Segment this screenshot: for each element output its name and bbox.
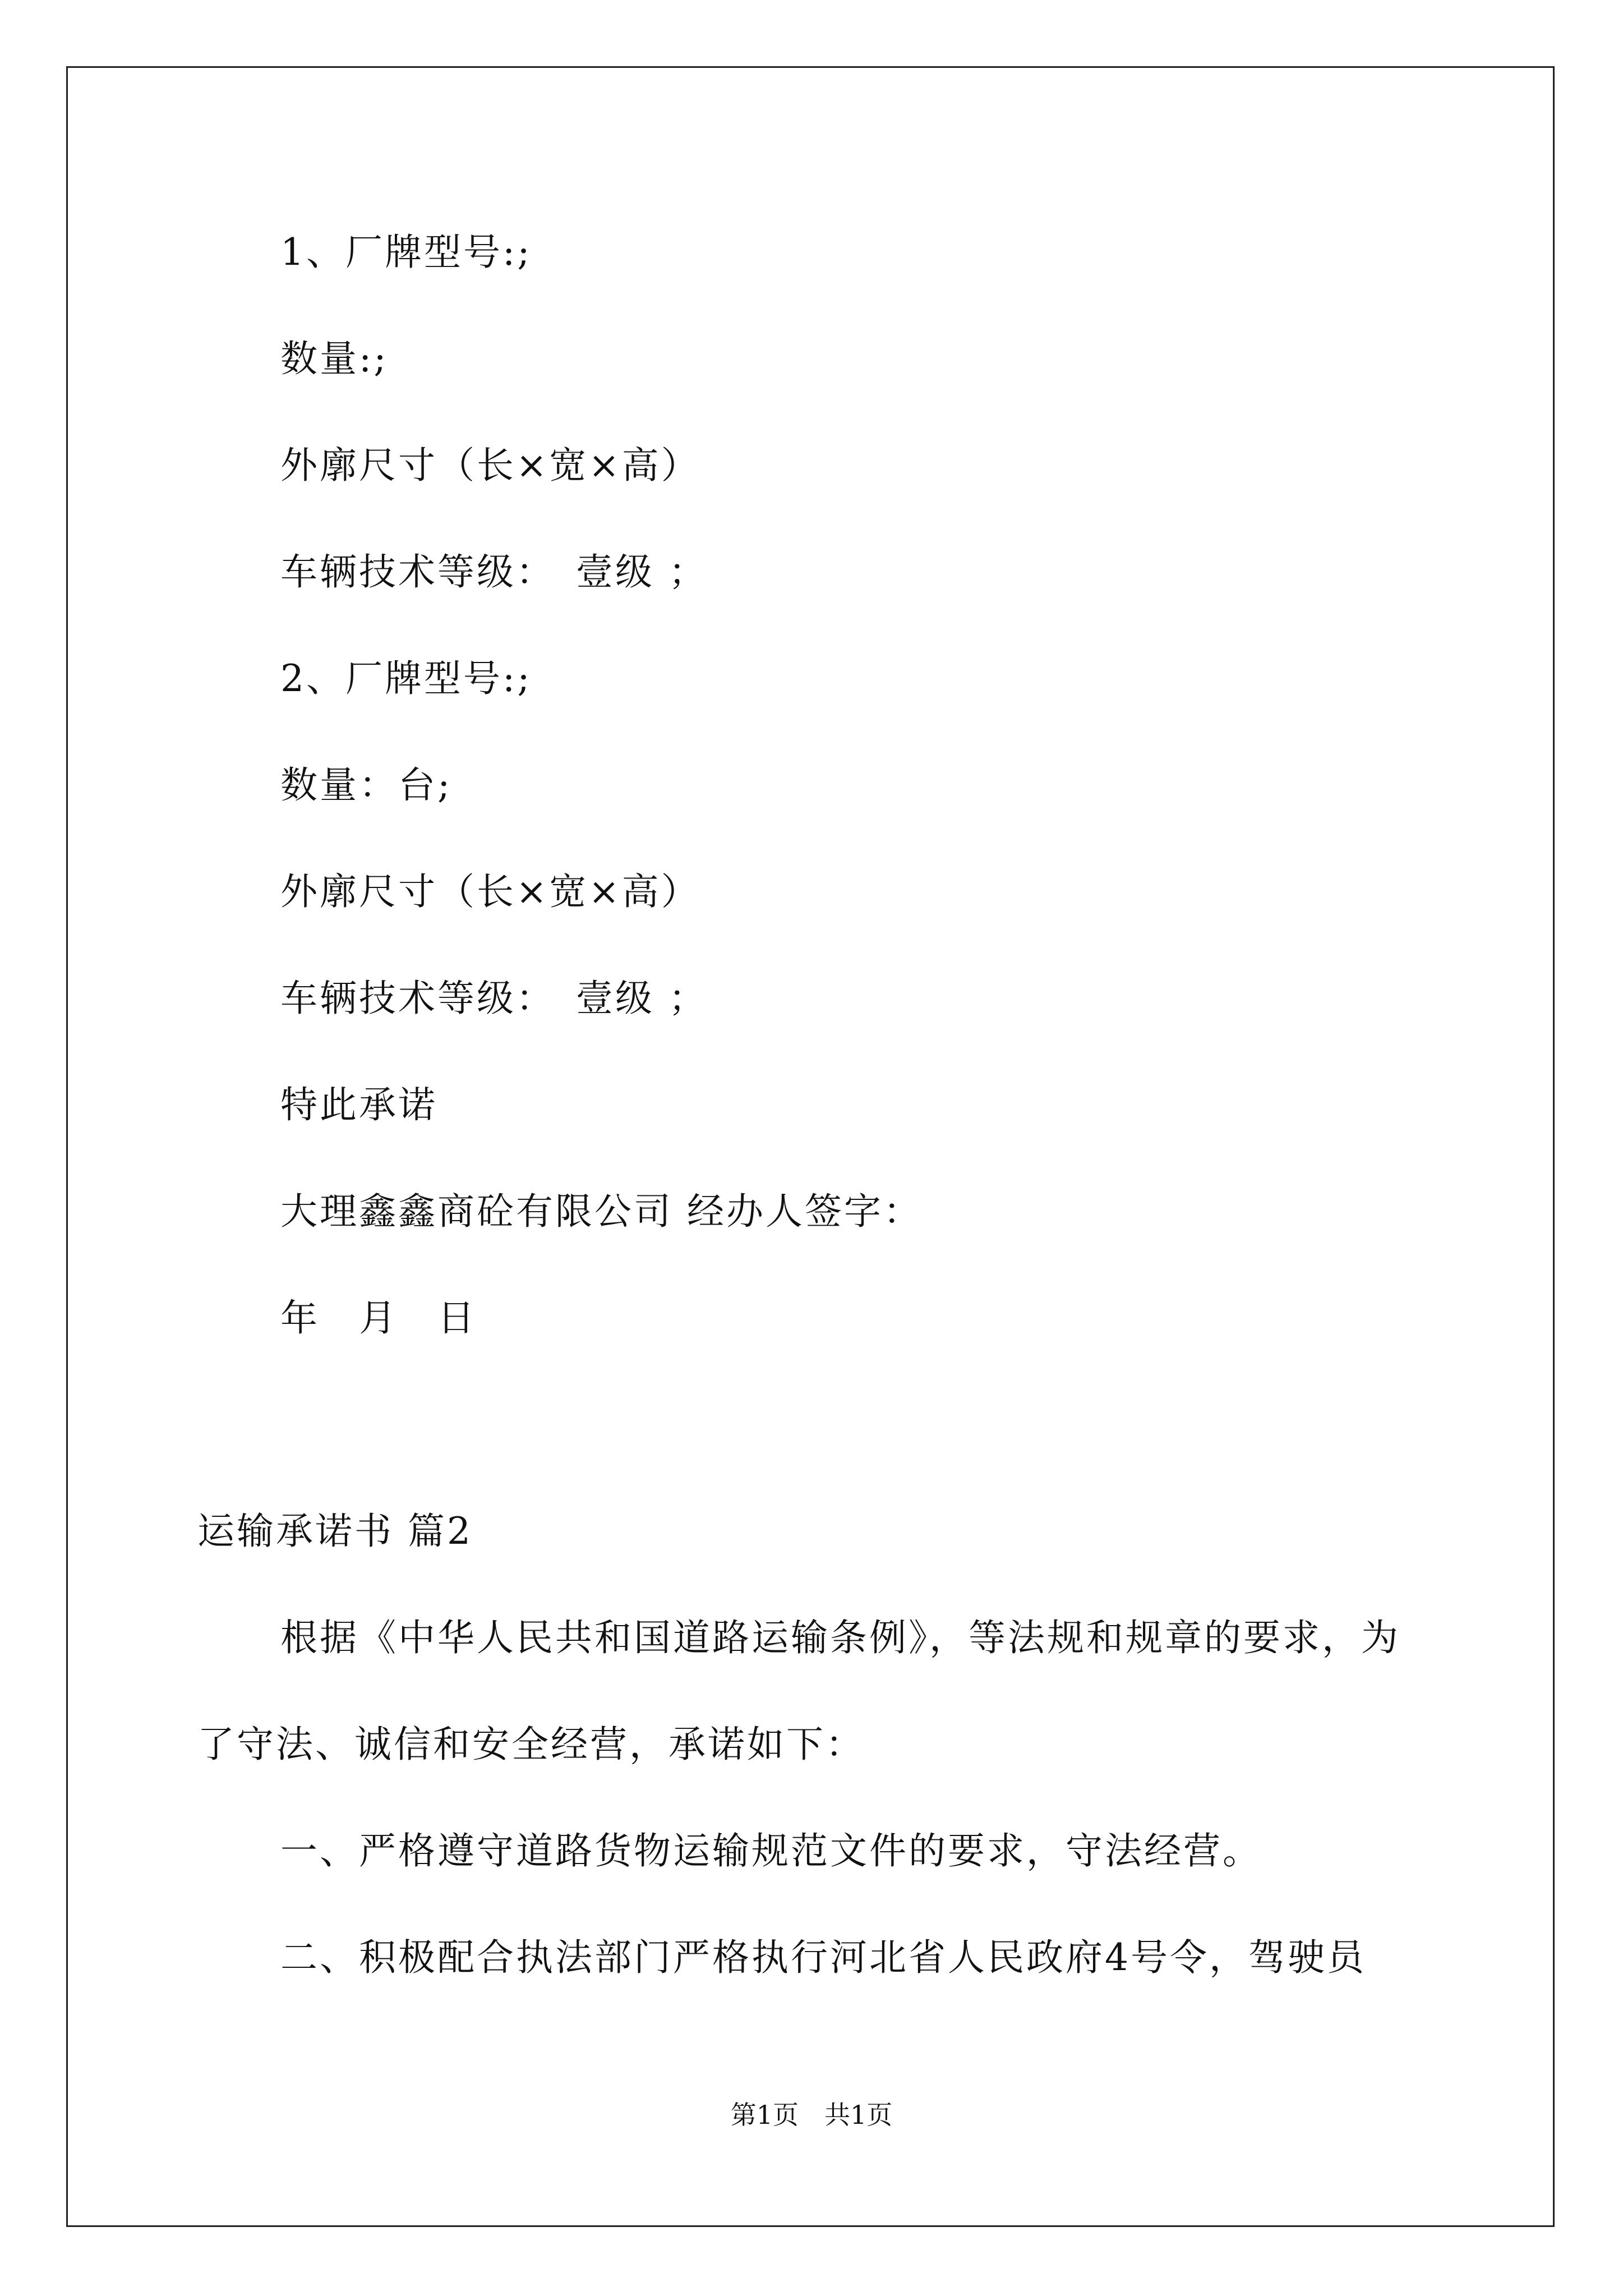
text-line: 外廓尺寸（长×宽×高） <box>280 444 700 487</box>
section-title: 运输承诺书 篇2 <box>197 1510 473 1553</box>
text-line: 数量：台; <box>280 763 453 807</box>
text-line: 2、厂牌型号:; <box>280 657 532 700</box>
text-line: 1、厂牌型号:; <box>280 231 532 274</box>
page-border <box>66 66 1555 2227</box>
text-line: 车辆技术等级： 壹级 ； <box>280 977 708 1020</box>
paragraph-line: 根据《中华人民共和国道路运输条例》，等法规和规章的要求，为 <box>280 1616 1400 1659</box>
page-footer: 第1页 共1页 <box>730 2100 893 2130</box>
paragraph-line: 了守法、诚信和安全经营，承诺如下： <box>197 1723 865 1766</box>
text-line: 年 月 日 <box>280 1296 477 1340</box>
text-line: 大理鑫鑫商砼有限公司 经办人签字： <box>280 1190 923 1233</box>
text-line: 特此承诺 <box>280 1083 437 1126</box>
text-line: 数量:; <box>280 337 389 380</box>
list-item: 一、严格遵守道路货物运输规范文件的要求，守法经营。 <box>280 1829 1262 1872</box>
text-line: 车辆技术等级： 壹级 ； <box>280 550 708 593</box>
list-item: 二、积极配合执法部门严格执行河北省人民政府4号令，驾驶员 <box>280 1936 1366 1979</box>
text-line: 外廓尺寸（长×宽×高） <box>280 870 700 913</box>
